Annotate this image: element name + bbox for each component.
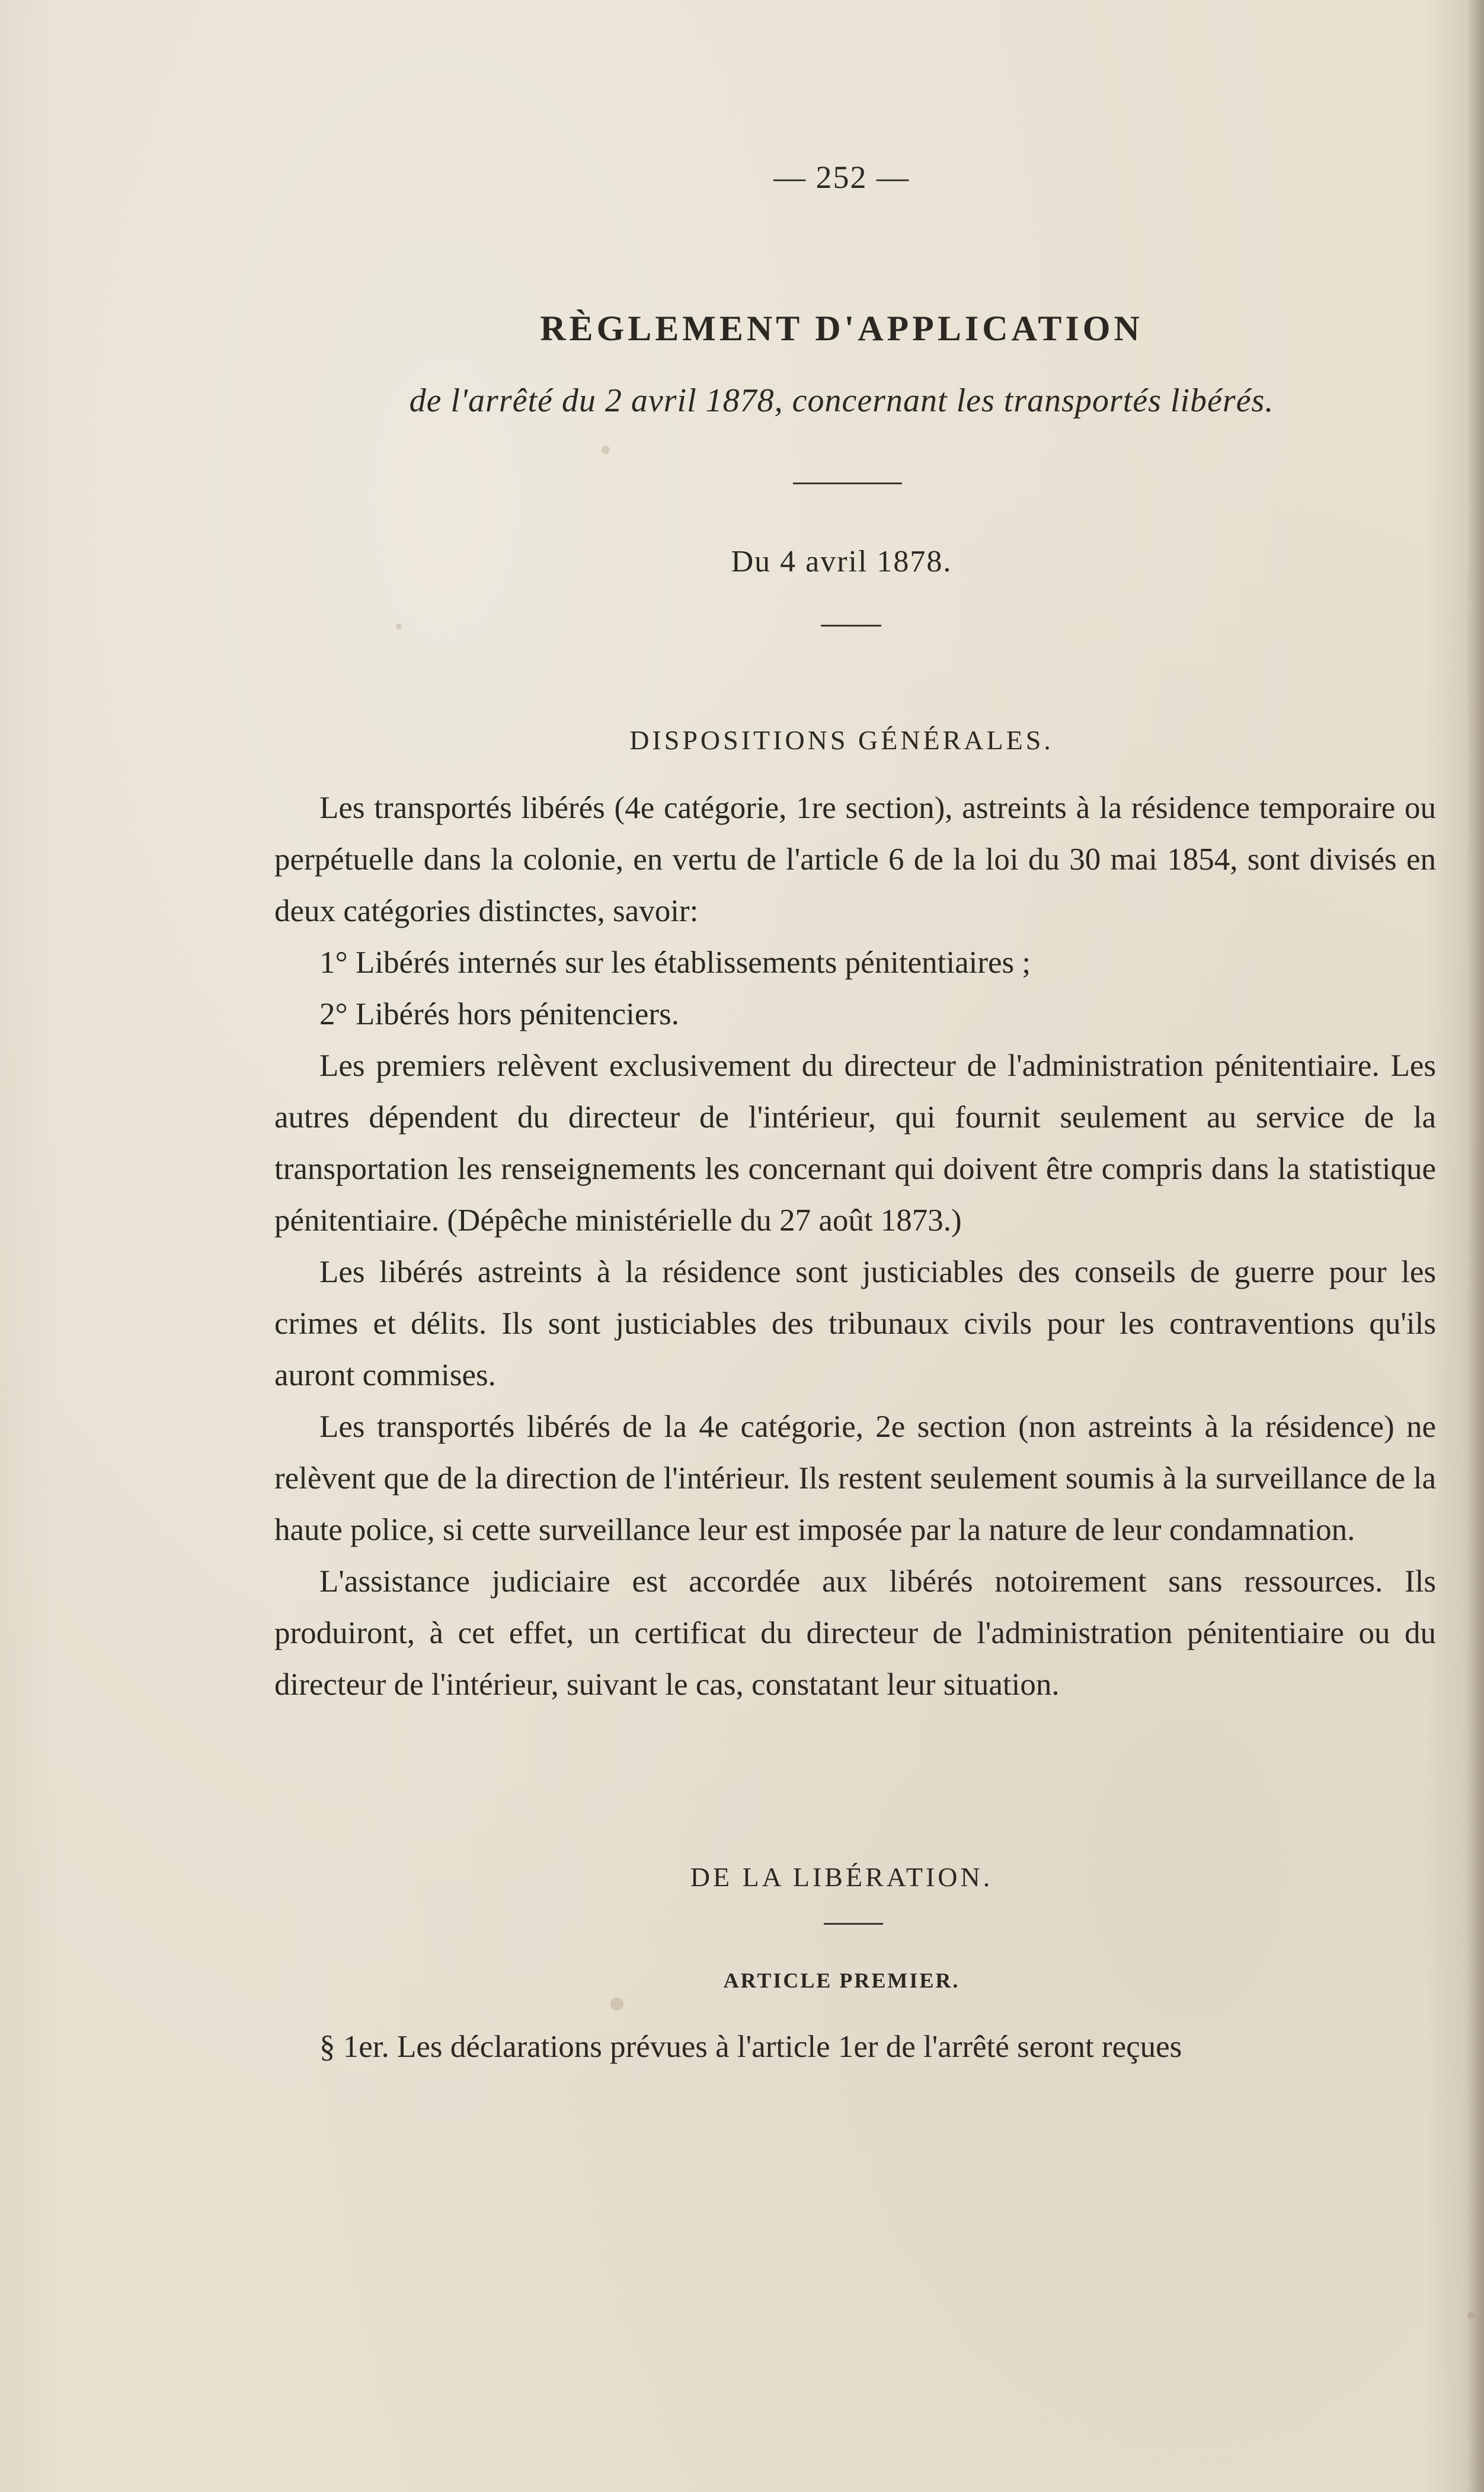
page-number: — 252 — [773, 159, 910, 195]
section-heading-liberation: DE LA LIBÉRATION. [690, 1862, 993, 1892]
body-text [274, 782, 1436, 1711]
page-edge-shadow [1466, 0, 1484, 2492]
paragraph: Les libérés astreints à la résidence sont justiciables des conseils de guerre pour les crimes et délits. Ils sont justiciables des tribunaux civils pour les contraventions qu'ils auront commises. [274, 1255, 1436, 1392]
page-subtitle: de l'arrêté du 2 avril 1878, concernant les transportés libérés. [409, 382, 1274, 419]
article-heading: ARTICLE PREMIER. [723, 1969, 960, 1992]
section-heading-general: DISPOSITIONS GÉNÉRALES. [629, 725, 1054, 755]
title-divider [793, 483, 902, 484]
list-item: 1° Libérés internés sur les établissements pénitentiaires ; [319, 945, 1031, 980]
paragraph: Les transportés libérés de la 4e catégorie, 2e section (non astreints à la résidence) ne relèvent que de la direction de l'intérieur. Ils restent seulement soumis à la surveillance de la haute police, si cette surveillance leur est imposée par la nature de leur condamnation. [274, 1410, 1436, 1547]
date-divider [821, 625, 881, 627]
article-text-block [274, 2021, 1436, 2073]
foxing-spot [1467, 2312, 1475, 2319]
article-text: § 1er. Les déclarations prévues à l'article 1er de l'arrêté seront reçues [319, 2030, 1182, 2064]
paragraph: Les transportés libérés (4e catégorie, 1re section), astreints à la résidence temporaire ou perpétuelle dans la colonie, en vertu de l'article 6 de la loi du 30 mai 1854, sont divisés en deux catégories distinctes, savoir: [274, 791, 1436, 928]
foxing-spot [602, 446, 610, 454]
paragraph: L'assistance judiciaire est accordée aux libérés notoirement sans ressources. Ils produiront, à cet effet, un certificat du directeur de l'administration pénitentiaire ou du directeur de l'intérieur, suivant le cas, constatant leur situation. [274, 1564, 1436, 1702]
paragraph: Les premiers relèvent exclusivement du directeur de l'administration pénitentiaire. Les autres dépendent du directeur de l'intérieur, qui fournit seulement au service de la transportation les renseignements les concernant qui doivent être compris dans la statistique pénitentiaire. (Dépêche ministérielle du 27 août 1873.) [274, 1049, 1436, 1238]
page-title: RÈGLEMENT D'APPLICATION [540, 309, 1143, 348]
list-item: 2° Libérés hors pénitenciers. [319, 997, 679, 1031]
foxing-spot [610, 1998, 623, 2011]
foxing-spot [396, 624, 402, 630]
liberation-divider [824, 1923, 883, 1925]
date-line: Du 4 avril 1878. [731, 545, 952, 579]
